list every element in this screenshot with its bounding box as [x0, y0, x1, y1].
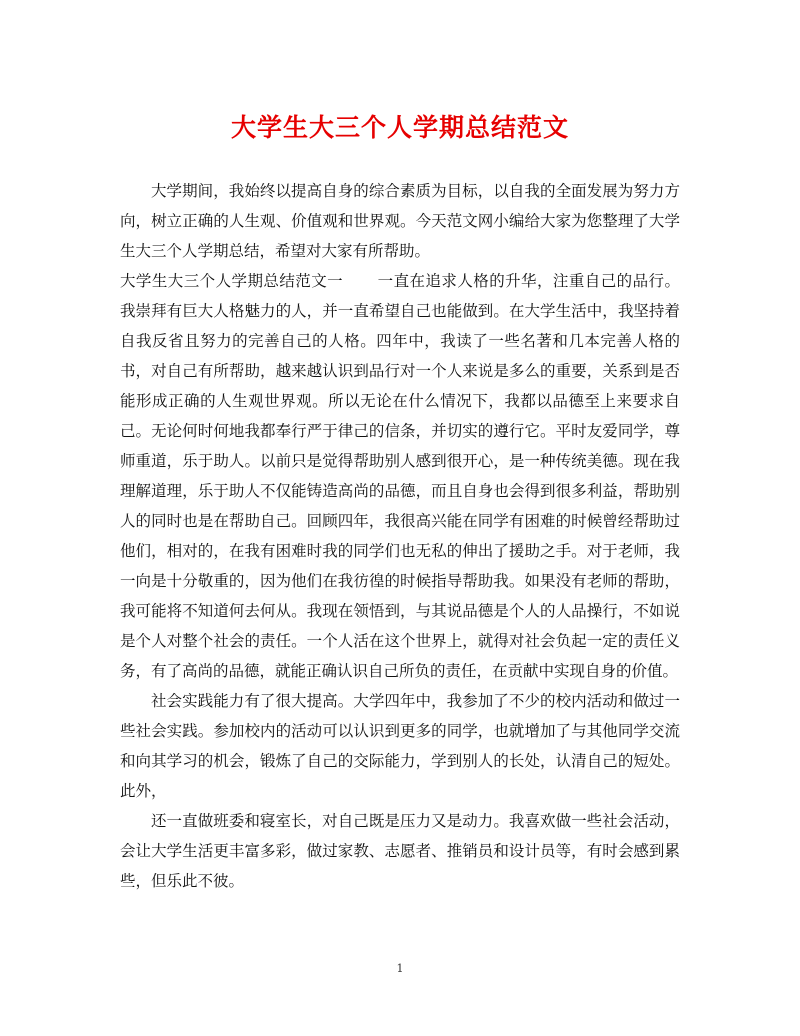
practice-paragraph: 社会实践能力有了很大提高。大学四年中，我参加了不少的校内活动和做过一些社会实践。参加校内的活动可以认识到更多的同学，也就增加了与其他同学交流和向其学习的机会，锻炼了自己的交际能力，学到别人的长处，认清自己的短处。此外， [120, 692, 680, 800]
document-body [120, 176, 680, 896]
page-number: 1 [396, 962, 404, 975]
roles-paragraph: 还一直做班委和寝室长，对自己既是压力又是动力。我喜欢做一些社会活动，会让大学生活更丰富多彩，做过家教、志愿者、推销员和设计员等，有时会感到累些，但乐此不彼。 [120, 812, 680, 890]
intro-paragraph: 大学期间，我始终以提高自身的综合素质为目标，以自我的全面发展为努力方向，树立正确的人生观、价值观和世界观。今天范文网小编给大家为您整理了大学生大三个人学期总结，希望对大家有所帮助。 [120, 182, 680, 260]
section-heading: 大学生大三个人学期总结范文一 [120, 272, 344, 290]
section-body: 一直在追求人格的升华，注重自己的品行。我崇拜有巨大人格魅力的人，并一直希望自己也能做到。在大学生活中，我坚持着自我反省且努力的完善自己的人格。四年中，我读了一些名著和几本完善人格的书，对自己有所帮助，越来越认识到品行对一个人来说是多么的重要，关系到是否能形成正确的人生观世界观。所以无论在什么情况下，我都以品德至上来要求自己。无论何时何地我都奉行严于律己的信条，并切实的遵行它。平时友爱同学，尊师重道，乐于助人。以前只是觉得帮助别人感到很开心，是一种传统美德。现在我理解道理，乐于助人不仅能铸造高尚的品德，而且自身也会得到很多利益，帮助别人的同时也是在帮助自己。回顾四年，我很高兴能在同学有困难的时候曾经帮助过他们，相对的，在我有困难时我的同学们也无私的伸出了援助之手。对于老师，我一向是十分敬重的，因为他们在我彷徨的时候指导帮助我。如果没有老师的帮助，我可能将不知道何去何从。我现在领悟到，与其说品德是个人的人品操行，不如说是个人对整个社会的责任。一个人活在这个世界上，就得对社会负起一定的责任义务，有了高尚的品德，就能正确认识自己所负的责任，在贡献中实现自身的价值。 [120, 272, 680, 680]
section-paragraph [120, 266, 680, 686]
document-title: 大学生大三个人学期总结范文 [230, 113, 569, 142]
